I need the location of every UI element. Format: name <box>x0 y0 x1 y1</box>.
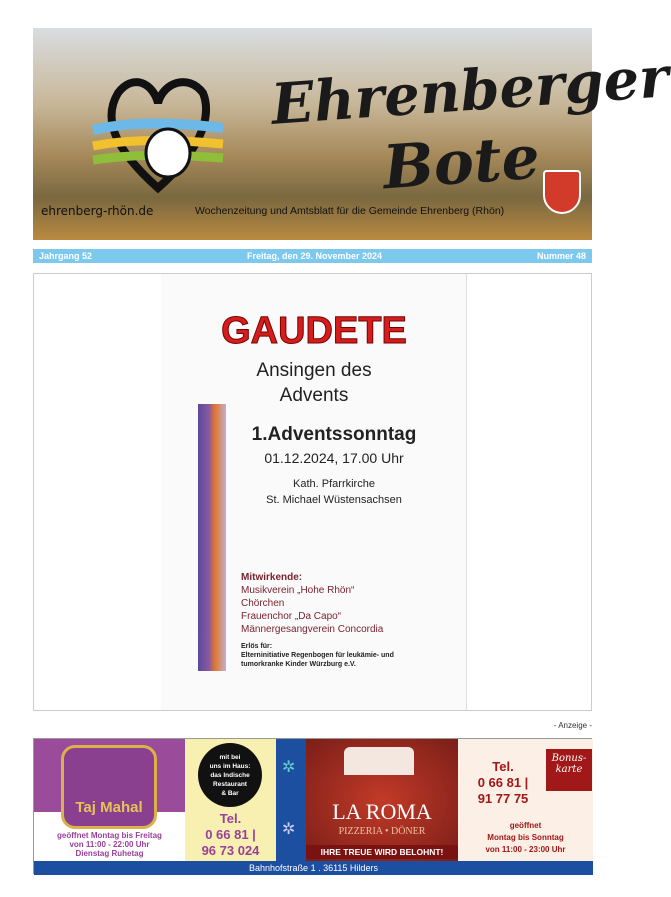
participant: Chörchen <box>241 598 285 609</box>
hours-line: von 11:00 - 23:00 Uhr <box>485 845 566 854</box>
colosseum-icon <box>344 747 414 775</box>
hours-line: geöffnet <box>509 821 542 830</box>
poster-place-2: St. Michael Wüstensachsen <box>266 494 402 506</box>
taj-mahal-logo-icon <box>61 745 157 829</box>
taj-mahal-name: Taj Mahal <box>75 799 143 816</box>
tel-label: Tel. <box>492 759 514 774</box>
title-ehrenberger: Ehrenberger <box>269 44 671 138</box>
proceeds-label: Erlös für: <box>241 643 273 650</box>
participant: Frauenchor „Da Capo“ <box>241 611 342 622</box>
bubble-line: mit bei <box>219 754 241 761</box>
bubble-line: Restaurant <box>213 781 247 788</box>
ad-label: - Anzeige - <box>553 721 592 730</box>
bubble-line: das Indische <box>210 772 250 779</box>
participant: Musikverein „Hohe Rhön“ <box>241 585 355 596</box>
la-roma-sub: PIZZERIA • DÖNER <box>338 826 426 837</box>
hours-line: Montag bis Sonntag <box>487 833 564 842</box>
mandala-icon: ✲ <box>282 819 296 838</box>
volume: Jahrgang 52 <box>39 251 93 261</box>
la-roma-slogan: IHRE TREUE WIRD BELOHNT! <box>306 845 458 859</box>
title-bote: Bote <box>380 122 542 204</box>
tel-number: 0 66 81 | <box>477 775 529 790</box>
poster-title: GAUDETE <box>221 310 407 352</box>
website-text: ehrenberg-rhön.de <box>41 204 154 218</box>
mandala-icon: ✲ <box>282 757 296 776</box>
la-roma-info-panel <box>458 739 593 861</box>
info-bar <box>33 249 592 263</box>
taj-mahal-panel <box>34 739 185 861</box>
painting-strip <box>198 404 226 671</box>
tel-label: Tel. <box>219 811 242 826</box>
masthead <box>33 28 671 240</box>
indian-restaurant-panel <box>185 739 276 861</box>
address-bar: Bahnhofstraße 1 . 36115 Hilders <box>34 861 593 875</box>
coat-of-arms-icon <box>543 170 581 214</box>
poster-subtitle-1: Ansingen des <box>256 360 372 381</box>
taj-hours: von 11:00 - 22:00 Uhr <box>69 840 150 849</box>
participants-label: Mitwirkende: <box>241 572 303 583</box>
poster-frame <box>33 273 592 711</box>
la-roma-name: LA ROMA <box>332 799 432 824</box>
tel-number: 91 77 75 <box>477 791 529 806</box>
poster-datetime: 01.12.2024, 17.00 Uhr <box>264 450 404 466</box>
issue-number: Nummer 48 <box>536 251 586 261</box>
poster <box>161 274 467 710</box>
subtitle: Wochenzeitung und Amtsblatt für die Gemeinde Ehrenberg (Rhön) <box>195 205 505 217</box>
taj-hours: geöffnet Montag bis Freitag <box>57 831 162 840</box>
advertisement <box>33 738 592 874</box>
proceeds-line: tumorkranke Kinder Würzburg e.V. <box>241 661 356 668</box>
heart-logo-icon <box>103 68 213 198</box>
poster-place-1: Kath. Pfarrkirche <box>293 478 375 490</box>
la-roma-panel <box>306 739 458 861</box>
taj-hours: Dienstag Ruhetag <box>75 849 144 858</box>
tel-number: 96 73 024 <box>201 843 260 858</box>
participant: Männergesangverein Concordia <box>241 624 384 635</box>
tel-number: 0 66 81 | <box>205 827 256 842</box>
ornament-strip <box>276 739 306 861</box>
proceeds-line: Elterninitiative Regenbogen für leukämie- und <box>241 652 394 659</box>
poster-subtitle-2: Advents <box>279 385 349 406</box>
info-bubble <box>198 743 262 807</box>
bonus-card-badge: Bonus-karte <box>546 749 592 791</box>
bubble-line: uns im Haus: <box>209 763 251 770</box>
bubble-line: & Bar <box>221 790 239 797</box>
issue-date: Freitag, den 29. November 2024 <box>246 251 383 261</box>
poster-event: 1.Adventssonntag <box>251 424 417 445</box>
